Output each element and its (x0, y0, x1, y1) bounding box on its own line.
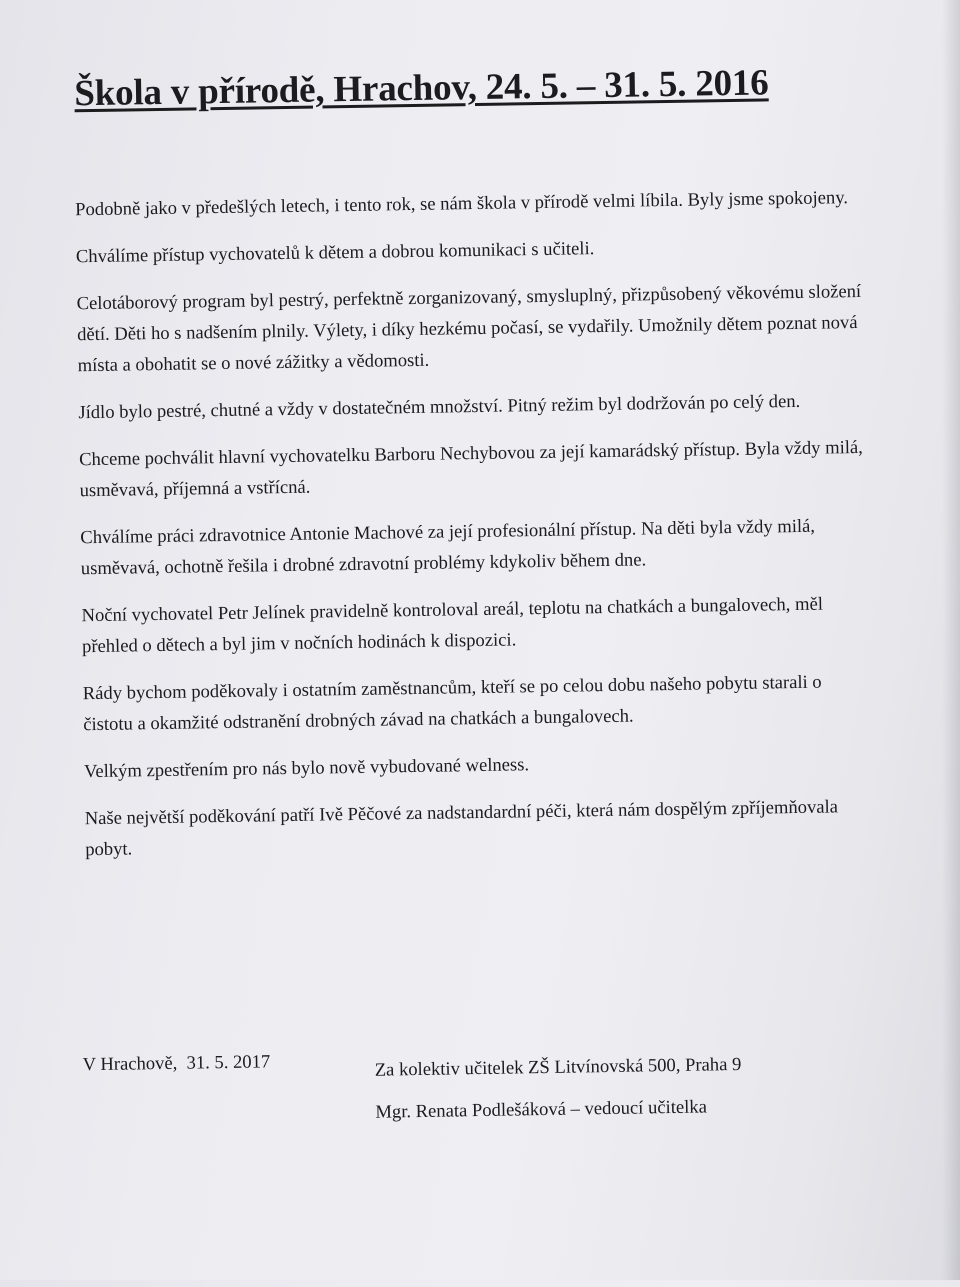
paragraph-8: Rády bychom poděkovaly i ostatním zaměstnancům, kteří se po celou dobu našeho pobytu starali o čistotu a okamžité odstranění drobných závad na chatkách a bungalovech. (82, 671, 822, 736)
signature-name: Mgr. Renata Podlešáková – vedoucí učitelka (375, 1096, 708, 1123)
signature-block (374, 1044, 742, 1134)
paragraph-1: Podobně jako v předešlých letech, i tento rok, se nám škola v přírodě velmi líbila. Byly jsme spokojeny. (75, 187, 849, 221)
document-title: Škola v přírodě, Hrachov, 24. 5. – 31. 5. 2016 (74, 62, 769, 115)
paragraph-4: Jídlo bylo pestré, chutné a vždy v dostatečném množství. Pitný režim byl dodržován po celý den. (78, 390, 801, 424)
paragraph-7: Noční vychovatel Petr Jelínek pravidelně kontroloval areál, teplotu na chatkách a bungalovech, měl přehled o dětech a byl jim v nočních hodinách k dispozici. (81, 593, 824, 658)
document-body (75, 182, 876, 881)
page-edge-shadow (942, 0, 960, 1280)
place-date: V Hrachově, 31. 5. 2017 (82, 1051, 271, 1076)
signature-organization: Za kolektiv učitelek ZŠ Litvínovská 500, Praha 9 (374, 1053, 742, 1081)
paragraph-6: Chválíme práci zdravotnice Antonie Machové za její profesionální přístup. Na děti byla vždy milá, usměvavá, ochotně řešila i drobné zdravotní problémy kdykoliv během dne. (80, 515, 816, 580)
paragraph-10: Naše největší poděkování patří Ivě Pěčové za nadstandardní péči, která nám dospělým zpříjemňovala pobyt. (84, 796, 839, 861)
paragraph-3: Celotáborový program byl pestrý, perfektně zorganizovaný, smysluplný, přizpůsobený věkovému složení dětí. Děti ho s nadšením plnily. Výlety, i díky hezkému počasí, se vydařily. Umožnily dětem poznat nová místa a obohatit se o nové zážitky a vědomosti. (76, 280, 862, 377)
paragraph-9: Velkým zpestřením pro nás bylo nově vybudované welness. (83, 754, 530, 783)
paragraph-2: Chválíme přístup vychovatelů k dětem a dobrou komunikaci s učiteli. (75, 238, 595, 268)
paragraph-5: Chceme pochválit hlavní vychovatelku Barboru Nechybovou za její kamarádský přístup. Byla vždy milá, usměvavá, příjemná a vstřícná. (78, 436, 864, 502)
